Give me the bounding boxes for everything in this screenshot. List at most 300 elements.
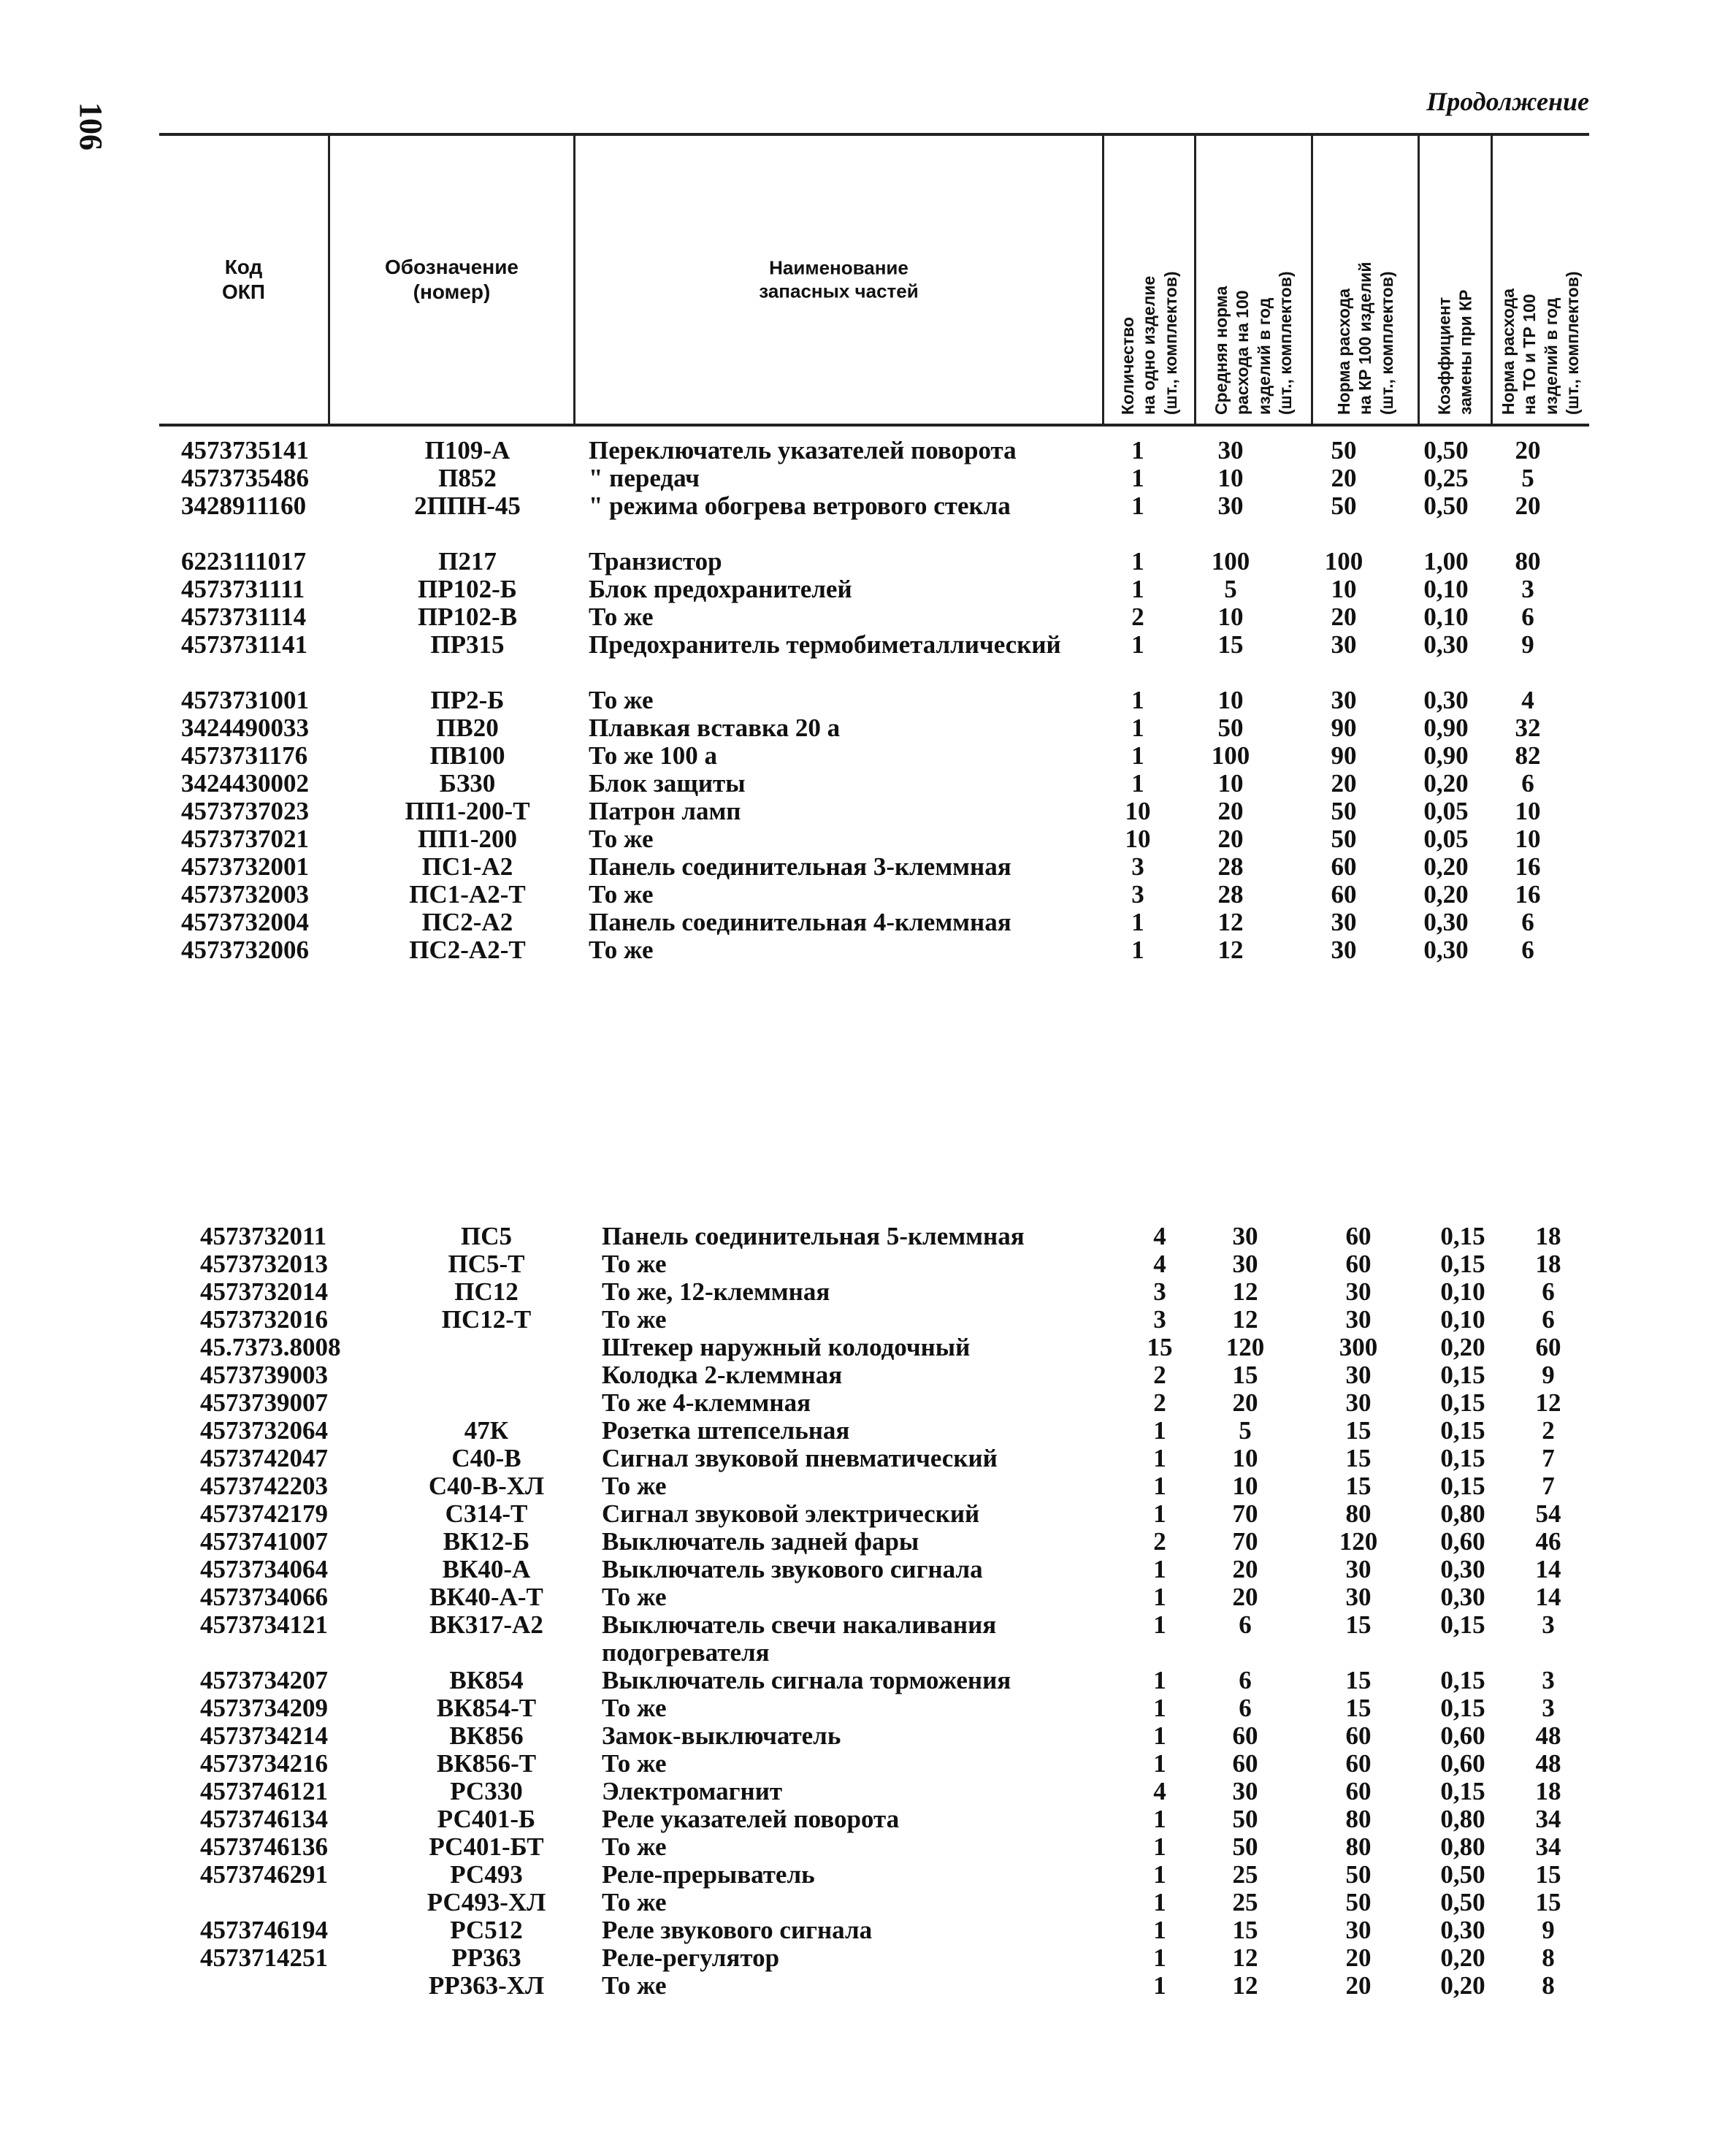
cell-kr: 20 [1331, 769, 1357, 798]
cell-avg: 6 [1239, 1666, 1252, 1694]
cell-qty: 1 [1153, 1916, 1166, 1944]
cell-coef: 0,10 [1440, 1305, 1485, 1334]
table-row [0, 909, 1725, 936]
cell-designation: П217 [438, 547, 497, 576]
cell-to: 82 [1515, 741, 1541, 770]
cell-avg: 10 [1217, 464, 1244, 492]
cell-designation: ПС1-А2 [421, 852, 513, 881]
cell-kr: 60 [1345, 1222, 1372, 1250]
cell-to: 34 [1535, 1805, 1561, 1833]
cell-coef: 0,50 [1423, 436, 1469, 465]
cell-to: 16 [1515, 880, 1541, 909]
cell-name: Электромагнит [602, 1777, 783, 1805]
table-row [0, 465, 1725, 492]
cell-name: Блок защиты [589, 769, 746, 798]
table-row [0, 1667, 1725, 1694]
header-designation: Обозначение (номер) [384, 255, 519, 303]
continuation-label: Продолжение [1426, 87, 1589, 116]
cell-avg: 10 [1217, 603, 1244, 631]
cell-avg: 12 [1217, 936, 1244, 964]
cell-to: 20 [1515, 492, 1541, 520]
cell-coef: 0,80 [1440, 1805, 1485, 1833]
cell-qty: 1 [1131, 575, 1144, 603]
cell-to: 6 [1521, 908, 1534, 936]
table-row [0, 1916, 1725, 1944]
cell-kr: 30 [1345, 1388, 1372, 1417]
cell-code: 4573734216 [200, 1749, 328, 1778]
table-row [0, 576, 1725, 603]
table-row [0, 492, 1725, 548]
table-row [0, 631, 1725, 687]
cell-avg: 30 [1217, 492, 1244, 520]
cell-code: 4573737021 [181, 825, 309, 853]
cell-to: 3 [1542, 1694, 1555, 1722]
cell-coef: 0,10 [1440, 1277, 1485, 1306]
cell-code: 4573731141 [181, 630, 308, 659]
cell-kr: 30 [1345, 1916, 1372, 1944]
cell-coef: 0,30 [1423, 686, 1469, 714]
cell-name: То же [589, 936, 654, 964]
cell-avg: 25 [1232, 1860, 1258, 1889]
cell-kr: 20 [1331, 464, 1357, 492]
cell-avg: 50 [1232, 1832, 1258, 1861]
cell-qty: 1 [1153, 1610, 1166, 1639]
cell-name: То же [602, 1832, 667, 1861]
table-row [0, 1306, 1725, 1334]
cell-name: То же [602, 1250, 667, 1278]
cell-coef: 0,60 [1440, 1527, 1485, 1556]
cell-name: То же [602, 1749, 667, 1778]
cell-to: 10 [1515, 797, 1541, 825]
cell-kr: 90 [1331, 714, 1357, 742]
cell-avg: 30 [1232, 1222, 1258, 1250]
cell-coef: 0,25 [1423, 464, 1469, 492]
cell-coef: 0,30 [1440, 1555, 1485, 1583]
cell-designation: ПВ20 [436, 714, 499, 742]
cell-qty: 4 [1153, 1777, 1166, 1805]
cell-avg: 30 [1232, 1777, 1258, 1805]
cell-kr: 60 [1345, 1777, 1372, 1805]
cell-avg: 20 [1217, 797, 1244, 825]
cell-to: 18 [1535, 1777, 1561, 1805]
cell-name: Панель соединительная 3-клеммная [589, 852, 1011, 881]
cell-avg: 6 [1239, 1610, 1252, 1639]
cell-avg: 20 [1232, 1555, 1258, 1583]
cell-coef: 0,15 [1440, 1777, 1485, 1805]
cell-avg: 28 [1217, 880, 1244, 909]
cell-code: 4573732003 [181, 880, 309, 909]
cell-kr: 15 [1345, 1416, 1372, 1445]
cell-name: " передач [589, 464, 700, 492]
cell-code: 4573734121 [200, 1610, 328, 1639]
cell-coef: 0,50 [1440, 1860, 1485, 1889]
cell-name: Патрон ламп [589, 797, 741, 825]
cell-name: Реле звукового сигнала [602, 1916, 873, 1944]
cell-coef: 0,15 [1440, 1416, 1485, 1445]
cell-kr: 20 [1331, 603, 1357, 631]
cell-qty: 15 [1147, 1333, 1173, 1361]
cell-qty: 1 [1153, 1694, 1166, 1722]
cell-code: 4573732004 [181, 908, 309, 936]
cell-qty: 1 [1131, 436, 1144, 465]
cell-designation: ВК856-Т [436, 1749, 537, 1778]
cell-qty: 10 [1125, 797, 1151, 825]
cell-avg: 5 [1239, 1416, 1252, 1445]
cell-designation: ПП1-200 [417, 825, 518, 853]
cell-avg: 12 [1232, 1971, 1258, 2000]
table-row [0, 936, 1725, 964]
cell-code: 4573746134 [200, 1805, 328, 1833]
cell-qty: 1 [1131, 714, 1144, 742]
cell-code: 4573734209 [200, 1694, 328, 1722]
parts-table-2 [0, 1223, 1725, 2000]
table-row [0, 1223, 1725, 1250]
cell-kr: 30 [1345, 1361, 1372, 1389]
cell-to: 15 [1535, 1888, 1561, 1916]
cell-coef: 0,15 [1440, 1361, 1485, 1389]
cell-name: То же 100 а [589, 741, 717, 770]
header-name: Наименование запасных частей [759, 256, 919, 302]
cell-qty: 1 [1153, 1583, 1166, 1611]
table-row [0, 881, 1725, 909]
table-row [0, 853, 1725, 881]
cell-code: 4573735486 [181, 464, 309, 492]
cell-avg: 10 [1217, 686, 1244, 714]
cell-name: Выключатель задней фары [602, 1527, 919, 1556]
header-qty: Количество на одно изделие (шт., комплектов) [1117, 271, 1180, 415]
cell-name: Панель соединительная 4-клеммная [589, 908, 1011, 936]
table-row [0, 1889, 1725, 1916]
cell-code: 4573731001 [181, 686, 309, 714]
cell-avg: 100 [1211, 741, 1250, 770]
cell-avg: 30 [1232, 1250, 1258, 1278]
cell-designation: ВК856 [449, 1721, 524, 1750]
header-name-cell [575, 136, 1104, 424]
cell-avg: 12 [1217, 908, 1244, 936]
cell-avg: 6 [1239, 1694, 1252, 1722]
cell-designation: ВК854-Т [436, 1694, 537, 1722]
table-row [0, 1750, 1725, 1778]
cell-avg: 50 [1217, 714, 1244, 742]
cell-to: 12 [1535, 1388, 1561, 1417]
cell-name: То же [589, 686, 654, 714]
cell-code: 3424490033 [181, 714, 309, 742]
cell-name: Замок-выключатель [602, 1721, 841, 1750]
cell-qty: 1 [1153, 1888, 1166, 1916]
cell-coef: 0,15 [1440, 1222, 1485, 1250]
cell-kr: 50 [1331, 825, 1357, 853]
table-row [0, 1972, 1725, 2000]
cell-to: 3 [1542, 1610, 1555, 1639]
cell-name: Транзистор [589, 547, 722, 576]
cell-coef: 0,15 [1440, 1388, 1485, 1417]
header-to-cell [1493, 136, 1589, 424]
cell-coef: 0,80 [1440, 1832, 1485, 1861]
cell-name: То же [602, 1971, 667, 2000]
cell-to: 8 [1542, 1971, 1555, 2000]
header-coef-cell [1420, 136, 1493, 424]
cell-code: 4573734207 [200, 1666, 328, 1694]
table-row [0, 1500, 1725, 1528]
cell-avg: 15 [1232, 1361, 1258, 1389]
cell-qty: 1 [1131, 936, 1144, 964]
table-row [0, 1611, 1725, 1667]
cell-name: Блок предохранителей [589, 575, 852, 603]
cell-name: Розетка штепсельная [602, 1416, 850, 1445]
cell-designation: ПС5-Т [448, 1250, 525, 1278]
cell-avg: 30 [1217, 436, 1244, 465]
cell-qty: 3 [1153, 1277, 1166, 1306]
cell-name: Колодка 2-клеммная [602, 1361, 843, 1389]
cell-designation: ВК12-Б [443, 1527, 530, 1556]
cell-kr: 15 [1345, 1444, 1372, 1472]
cell-code: 4573739007 [200, 1388, 328, 1417]
cell-coef: 0,20 [1423, 852, 1469, 881]
header-code-cell [159, 136, 330, 424]
cell-designation: П109-А [424, 436, 510, 465]
table-row [0, 1944, 1725, 1972]
cell-avg: 70 [1232, 1499, 1258, 1528]
cell-coef: 0,30 [1440, 1916, 1485, 1944]
cell-code: 4573741007 [200, 1527, 328, 1556]
cell-designation: ВК317-А2 [429, 1610, 543, 1639]
table-header [159, 133, 1589, 427]
cell-coef: 0,10 [1423, 575, 1469, 603]
cell-qty: 1 [1153, 1721, 1166, 1750]
cell-code: 4573746291 [200, 1860, 328, 1889]
cell-kr: 20 [1345, 1943, 1372, 1972]
cell-name: То же [589, 825, 654, 853]
cell-designation: ПС2-А2-Т [409, 936, 526, 964]
cell-coef: 0,20 [1440, 1943, 1485, 1972]
cell-qty: 1 [1153, 1499, 1166, 1528]
cell-code: 4573731114 [181, 603, 307, 631]
cell-designation: ПП1-200-Т [405, 797, 530, 825]
cell-to: 3 [1521, 575, 1534, 603]
cell-code: 3428911160 [181, 492, 307, 520]
parts-table-1 [0, 437, 1725, 964]
cell-code: 4573731111 [181, 575, 305, 603]
cell-avg: 5 [1224, 575, 1237, 603]
cell-to: 9 [1521, 630, 1534, 659]
cell-to: 10 [1515, 825, 1541, 853]
cell-to: 15 [1535, 1860, 1561, 1889]
cell-avg: 15 [1217, 630, 1244, 659]
cell-name: Выключатель звукового сигнала [602, 1555, 983, 1583]
cell-code: 4573739003 [200, 1361, 328, 1389]
cell-coef: 0,30 [1423, 908, 1469, 936]
cell-qty: 1 [1131, 741, 1144, 770]
cell-code: 4573734066 [200, 1583, 328, 1611]
cell-kr: 60 [1345, 1721, 1372, 1750]
cell-kr: 50 [1331, 436, 1357, 465]
cell-to: 9 [1542, 1361, 1555, 1389]
cell-code: 4573746194 [200, 1916, 328, 1944]
cell-kr: 300 [1339, 1333, 1378, 1361]
header-code: Код ОКП [222, 255, 265, 303]
header-avg: Средняя норма расхода на 100 изделий в год (шт., комплектов) [1211, 271, 1295, 415]
cell-coef: 0,15 [1440, 1444, 1485, 1472]
cell-code: 4573732064 [200, 1416, 328, 1445]
cell-designation: С314-Т [445, 1499, 528, 1528]
cell-name: Переключатель указателей поворота [589, 436, 1017, 465]
cell-qty: 1 [1153, 1971, 1166, 2000]
header-to: Норма расхода на ТО и ТР 100 изделий в год (шт., комплектов) [1499, 271, 1583, 415]
cell-name: То же [602, 1305, 667, 1334]
cell-designation: ПС1-А2-Т [409, 880, 526, 909]
cell-qty: 1 [1131, 769, 1144, 798]
cell-name: То же [602, 1583, 667, 1611]
cell-name: То же [589, 603, 654, 631]
cell-code: 4573731176 [181, 741, 308, 770]
cell-designation: ПС2-А2 [421, 908, 513, 936]
cell-avg: 60 [1232, 1721, 1258, 1750]
cell-to: 32 [1515, 714, 1541, 742]
cell-qty: 1 [1153, 1832, 1166, 1861]
cell-kr: 60 [1345, 1250, 1372, 1278]
cell-qty: 1 [1153, 1472, 1166, 1500]
table-row [0, 742, 1725, 770]
cell-coef: 0,30 [1440, 1583, 1485, 1611]
cell-to: 20 [1515, 436, 1541, 465]
cell-coef: 0,30 [1423, 936, 1469, 964]
cell-designation: РС493 [450, 1860, 523, 1889]
table-row [0, 1389, 1725, 1417]
cell-code: 4573732006 [181, 936, 309, 964]
cell-qty: 1 [1131, 630, 1144, 659]
table-row [0, 1778, 1725, 1805]
header-qty-cell [1104, 136, 1196, 424]
cell-kr: 30 [1331, 908, 1357, 936]
cell-qty: 1 [1153, 1943, 1166, 1972]
cell-kr: 80 [1345, 1499, 1372, 1528]
cell-avg: 15 [1232, 1916, 1258, 1944]
cell-coef: 0,80 [1440, 1499, 1485, 1528]
cell-name: Выключатель сигнала торможения [602, 1666, 1011, 1694]
cell-designation: РР363-ХЛ [428, 1971, 545, 2000]
cell-avg: 10 [1232, 1444, 1258, 1472]
cell-kr: 15 [1345, 1472, 1372, 1500]
cell-qty: 1 [1131, 492, 1144, 520]
cell-kr: 30 [1345, 1305, 1372, 1334]
cell-kr: 80 [1345, 1832, 1372, 1861]
table-row [0, 1278, 1725, 1306]
cell-coef: 0,20 [1440, 1971, 1485, 2000]
cell-name: Панель соединительная 5-клеммная [602, 1222, 1025, 1250]
cell-designation: ПР102-В [417, 603, 518, 631]
cell-designation: РС330 [450, 1777, 523, 1805]
cell-qty: 1 [1131, 464, 1144, 492]
cell-designation: ПВ100 [429, 741, 505, 770]
cell-coef: 0,05 [1423, 797, 1469, 825]
cell-code: 3424430002 [181, 769, 309, 798]
cell-coef: 0,15 [1440, 1472, 1485, 1500]
cell-name: Плавкая вставка 20 а [589, 714, 841, 742]
cell-coef: 0,20 [1423, 769, 1469, 798]
table-row [0, 770, 1725, 798]
table-row [0, 603, 1725, 631]
cell-designation: РР363 [451, 1943, 521, 1972]
cell-kr: 30 [1331, 936, 1357, 964]
table-row [0, 1250, 1725, 1278]
table-row [0, 714, 1725, 742]
cell-name: То же [602, 1472, 667, 1500]
cell-designation: 2ППН-45 [414, 492, 521, 520]
cell-to: 16 [1515, 852, 1541, 881]
cell-kr: 120 [1339, 1527, 1378, 1556]
cell-code: 4573742047 [200, 1444, 328, 1472]
table-row [0, 1583, 1725, 1611]
cell-kr: 80 [1345, 1805, 1372, 1833]
cell-code: 4573742179 [200, 1499, 328, 1528]
cell-kr: 30 [1345, 1277, 1372, 1306]
cell-to: 80 [1515, 547, 1541, 576]
cell-coef: 0,20 [1423, 880, 1469, 909]
table-row [0, 1861, 1725, 1889]
cell-coef: 1,00 [1423, 547, 1469, 576]
cell-qty: 2 [1153, 1388, 1166, 1417]
cell-to: 60 [1535, 1333, 1561, 1361]
cell-designation: РС493-ХЛ [427, 1888, 546, 1916]
cell-designation: РС512 [450, 1916, 523, 1944]
cell-name: " режима обогрева ветрового стекла [589, 492, 1011, 520]
cell-avg: 60 [1232, 1749, 1258, 1778]
cell-to: 6 [1542, 1305, 1555, 1334]
cell-coef: 0,10 [1423, 603, 1469, 631]
cell-to: 46 [1535, 1527, 1561, 1556]
header-avg-cell [1196, 136, 1313, 424]
table-row [0, 798, 1725, 825]
table-row [0, 437, 1725, 465]
table-row [0, 1445, 1725, 1472]
table-row [0, 1833, 1725, 1861]
cell-coef: 0,60 [1440, 1721, 1485, 1750]
cell-qty: 1 [1131, 686, 1144, 714]
cell-coef: 0,05 [1423, 825, 1469, 853]
cell-kr: 50 [1345, 1888, 1372, 1916]
cell-kr: 60 [1331, 852, 1357, 881]
cell-avg: 70 [1232, 1527, 1258, 1556]
cell-to: 48 [1535, 1721, 1561, 1750]
cell-coef: 0,90 [1423, 714, 1469, 742]
cell-to: 7 [1542, 1444, 1555, 1472]
cell-code: 4573732013 [200, 1250, 328, 1278]
cell-qty: 3 [1131, 852, 1144, 881]
cell-kr: 30 [1345, 1555, 1372, 1583]
table-row [0, 1528, 1725, 1556]
cell-qty: 2 [1131, 603, 1144, 631]
cell-to: 6 [1521, 769, 1534, 798]
cell-to: 18 [1535, 1250, 1561, 1278]
cell-designation: С40-В [451, 1444, 521, 1472]
cell-code: 4573734064 [200, 1555, 328, 1583]
cell-to: 34 [1535, 1832, 1561, 1861]
cell-avg: 120 [1225, 1333, 1265, 1361]
table-row [0, 548, 1725, 576]
cell-name: Выключатель свечи накаливания подогревателя [602, 1610, 997, 1667]
header-kr-cell [1313, 136, 1420, 424]
cell-coef: 0,20 [1440, 1333, 1485, 1361]
cell-kr: 50 [1331, 797, 1357, 825]
cell-name: То же, 12-клеммная [602, 1277, 830, 1306]
cell-code: 4573742203 [200, 1472, 328, 1500]
cell-designation: С40-В-ХЛ [428, 1472, 545, 1500]
cell-kr: 15 [1345, 1610, 1372, 1639]
cell-code: 4573732011 [200, 1222, 327, 1250]
cell-to: 6 [1521, 603, 1534, 631]
cell-qty: 1 [1153, 1805, 1166, 1833]
cell-designation: РС401-Б [437, 1805, 536, 1833]
